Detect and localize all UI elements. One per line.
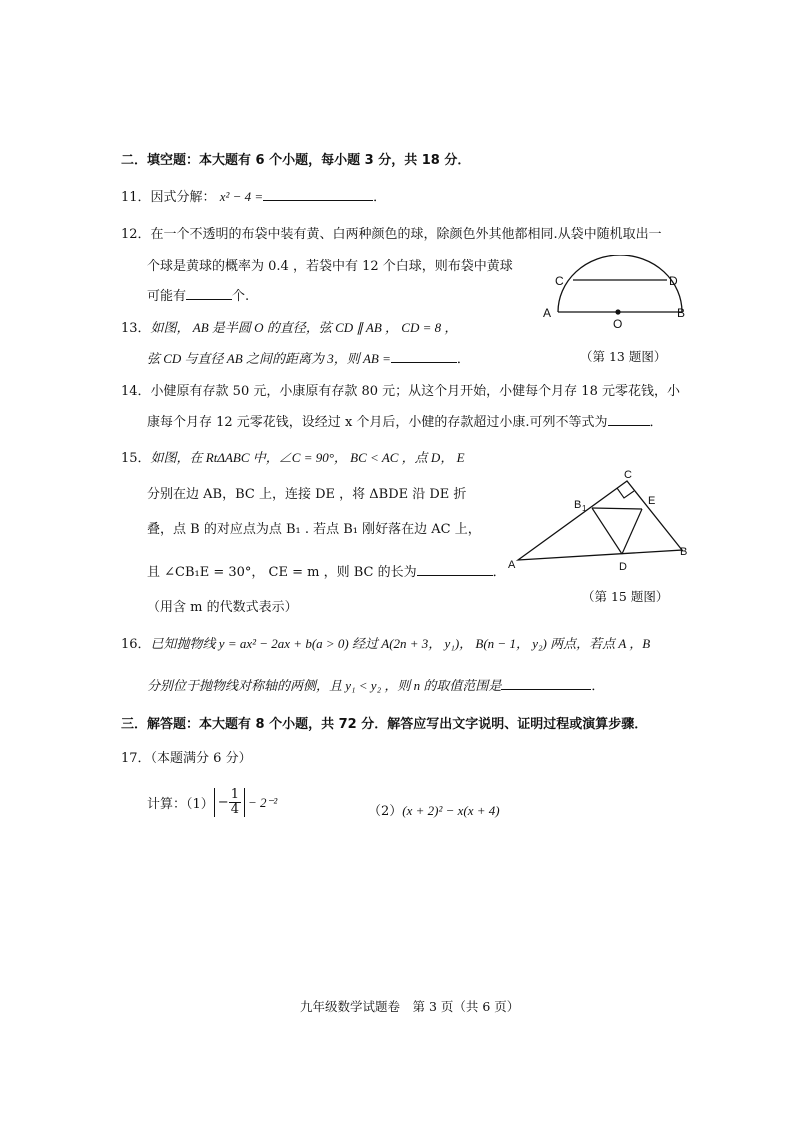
question-16-line-2 (147, 675, 604, 694)
question-12-line-3 (147, 285, 249, 304)
absolute-value (214, 788, 245, 817)
figure-13-semicircle (540, 255, 700, 337)
denominator: 4 (230, 802, 239, 817)
question-11 (121, 186, 386, 205)
question-number: 11． (121, 190, 151, 205)
section-3-heading: 三．解答题：本大题有 8 个小题，共 72 分．解答应写出文字说明、证明过程或演算步骤． (121, 717, 648, 732)
label-b: B (680, 546, 688, 558)
answer-blank[interactable] (186, 287, 232, 300)
punctuation: ． (456, 352, 470, 367)
center-point-o (615, 309, 620, 314)
math-expression: (x + 2)² − x(x + 4) (402, 803, 500, 818)
label-a: A (543, 306, 552, 320)
question-17-part-2 (368, 800, 500, 819)
question-text: 已知抛物线 y = ax² − 2ax + b(a > 0) 经过 A(2n + 3， y₁)， B(n − 1， y₂) 两点，若点 A ，B (150, 636, 651, 651)
question-12-line-1 (121, 223, 662, 242)
question-number: 15． (121, 451, 151, 466)
question-15-line-2: 分别在边 AB，BC 上，连接 DE ，将 ΔBDE 沿 DE 折 (147, 487, 467, 502)
question-text: 如图， AB 是半圆 O 的直径，弦 CD ∥ AB ， CD = 8 ， (150, 320, 458, 335)
label-d: D (619, 561, 627, 573)
question-17-part-1 (147, 788, 277, 817)
label-c: C (555, 274, 564, 288)
question-text: 分别位于抛物线对称轴的两侧，且 y₁ < y₂ ，则 n 的取值范围是 (147, 678, 502, 693)
answer-blank[interactable] (263, 188, 373, 201)
question-15-line-1 (121, 447, 465, 466)
punctuation: ． (591, 679, 605, 694)
question-15-line-4 (147, 561, 506, 580)
question-number: 13． (121, 321, 151, 336)
minus-sign: − (217, 795, 229, 810)
question-lead: 因式分解： (150, 190, 216, 205)
semicircle-arc (558, 255, 682, 312)
question-text: 康每个月存 12 元零花钱，设经过 x 个月后，小健的存款超过小康.可列不等式为 (147, 415, 608, 430)
figure-13-caption: （第 13 题图） (580, 349, 667, 364)
label-o: O (613, 317, 623, 331)
segment-b1e (592, 508, 642, 509)
question-text: 且 ∠CB₁E = 30°， CE = m ，则 BC 的长为 (147, 565, 417, 580)
right-angle-mark (617, 488, 634, 498)
figure-15-caption: （第 15 题图） (582, 589, 669, 604)
question-16-line-1 (121, 633, 650, 652)
question-13-line-1 (121, 317, 457, 336)
label-b1: B (574, 499, 582, 511)
label-c: C (624, 469, 632, 481)
question-17-header (121, 747, 252, 766)
label-a: A (508, 559, 516, 571)
question-15-line-3: 叠，点 B 的对应点为点 B₁ . 若点 B₁ 刚好落在边 AC 上， (147, 522, 481, 537)
answer-blank[interactable] (608, 413, 650, 426)
question-number: 16． (121, 637, 151, 652)
page-footer: 九年级数学试题卷 第 3 页（共 6 页） (300, 999, 520, 1014)
numerator: 1 (230, 787, 239, 802)
label-b1-subscript: 1 (582, 504, 587, 513)
section-2-heading: 二．填空题：本大题有 6 个小题，每小题 3 分，共 18 分． (121, 153, 471, 168)
question-text: 如图，在 RtΔABC 中，∠C = 90°， BC < AC ，点 D， E (150, 450, 465, 465)
question-number: 14． (121, 384, 151, 399)
label-e: E (648, 495, 656, 507)
part-label: 计算：（1） (147, 797, 214, 812)
question-number: 17． (121, 751, 151, 766)
question-14-line-1 (121, 380, 680, 399)
question-text: 个. (232, 289, 250, 304)
figure-15-triangle (500, 460, 700, 580)
question-text: 弦 CD 与直径 AB 之间的距离为 3，则 AB = (147, 351, 391, 366)
math-expression: − 2⁻² (247, 794, 278, 810)
question-text: 小健原有存款 50 元，小康原有存款 80 元；从这个月开始，小健每个月存 18 元零花钱，小 (150, 384, 680, 399)
fraction (229, 788, 241, 817)
answer-blank[interactable] (501, 677, 591, 690)
question-number: 12． (121, 227, 151, 242)
question-15-line-5: （用含 m 的代数式表示） (147, 600, 298, 615)
math-expression: x² − 4 = (219, 189, 264, 204)
question-text: 可能有 (147, 289, 187, 304)
punctuation: ． (649, 415, 663, 430)
segment-de (622, 509, 642, 554)
part-label: （2） (368, 804, 403, 819)
segment-b1d (592, 508, 622, 554)
punctuation: ． (492, 565, 506, 580)
question-13-line-2 (147, 348, 470, 367)
label-d: D (669, 274, 678, 288)
punctuation: ． (373, 190, 387, 205)
answer-blank[interactable] (391, 350, 457, 363)
label-b: B (677, 306, 686, 320)
question-text: 在一个不透明的布袋中装有黄、白两种颜色的球，除颜色外其他都相同.从袋中随机取出一 (150, 227, 662, 242)
question-14-line-2 (147, 411, 663, 430)
question-score: （本题满分 6 分） (150, 751, 252, 766)
answer-blank[interactable] (417, 563, 493, 576)
question-12-line-2: 个球是黄球的概率为 0.4 ，若袋中有 12 个白球，则布袋中黄球 (147, 259, 513, 274)
